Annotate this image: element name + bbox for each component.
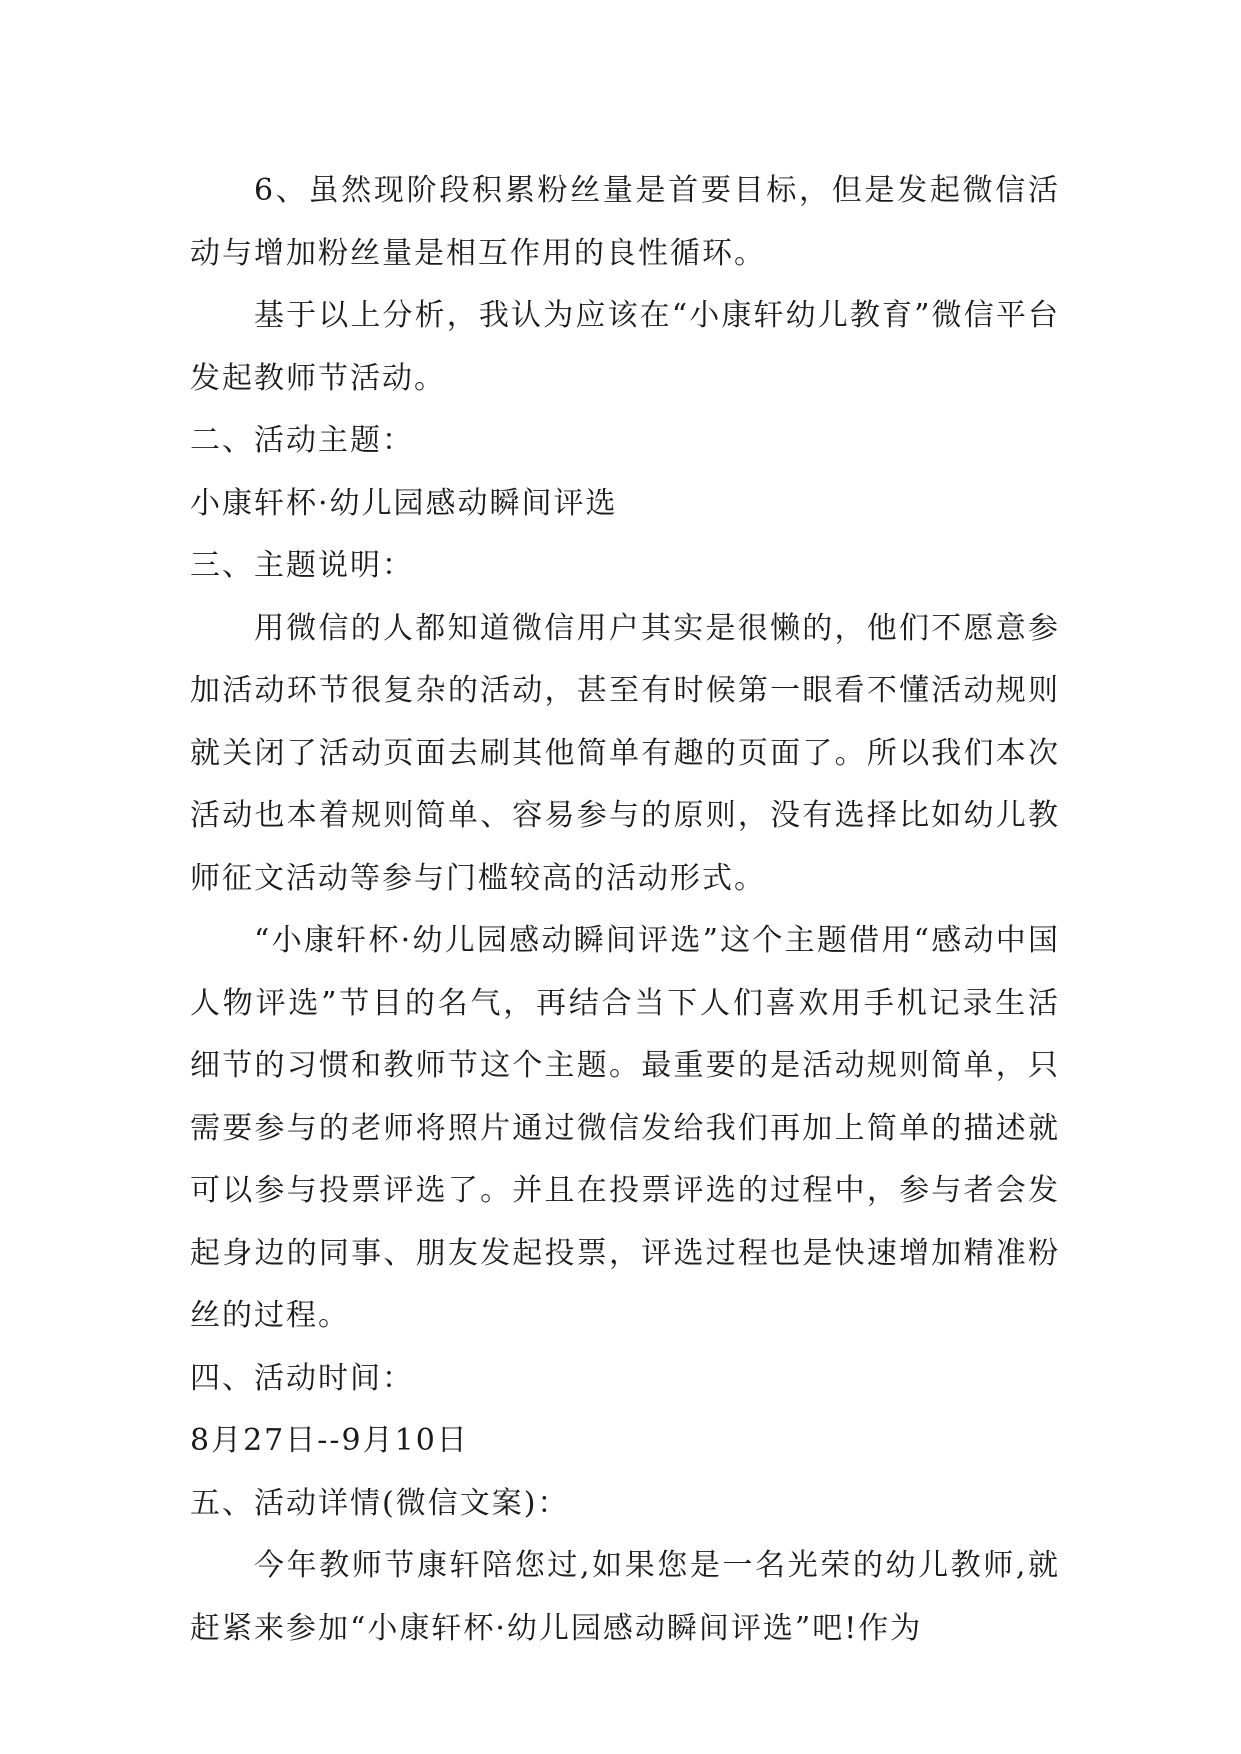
paragraph-point-6: 6、虽然现阶段积累粉丝量是首要目标，但是发起微信活动与增加粉丝量是相互作用的良性循环。 bbox=[190, 173, 1060, 271]
activity-theme-text: 小康轩杯·幼儿园感动瞬间评选 bbox=[190, 485, 618, 521]
section-heading-time: 四、活动时间： bbox=[190, 1360, 414, 1396]
section-heading-theme-description: 三、主题说明： bbox=[190, 548, 414, 583]
paragraph-analysis-conclusion: 基于以上分析，我认为应该在“小康轩幼儿教育”微信平台发起教师节活动。 bbox=[190, 298, 1060, 396]
section-heading-theme: 二、活动主题： bbox=[190, 423, 414, 458]
section-heading-details: 五、活动详情(微信文案)： bbox=[190, 1485, 570, 1521]
activity-time-text: 8月27日--9月10日 bbox=[190, 1423, 469, 1458]
document-body bbox=[190, 160, 1060, 1660]
paragraph-wechat-users: 用微信的人都知道微信用户其实是很懒的，他们不愿意参加活动环节很复杂的活动，甚至有时候第一眼看不懂活动规则就关闭了活动页面去刷其他简单有趣的页面了。所以我们本次活动也本着规则简单、容易参与的原则，没有选择比如幼儿教师征文活动等参与门槛较高的活动形式。 bbox=[190, 610, 1060, 896]
paragraph-theme-explanation: “小康轩杯·幼儿园感动瞬间评选”这个主题借用“感动中国人物评选”节目的名气，再结合当下人们喜欢用手机记录生活细节的习惯和教师节这个主题。最重要的是活动规则简单，只需要参与的老师将照片通过微信发给我们再加上简单的描述就可以参与投票评选了。并且在投票评选的过程中，参与者会发起身边的同事、朋友发起投票，评选过程也是快速增加精准粉丝的过程。 bbox=[190, 923, 1060, 1333]
paragraph-wechat-copy: 今年教师节康轩陪您过,如果您是一名光荣的幼儿教师,就赶紧来参加“小康轩杯·幼儿园感动瞬间评选”吧!作为 bbox=[190, 1548, 1060, 1646]
